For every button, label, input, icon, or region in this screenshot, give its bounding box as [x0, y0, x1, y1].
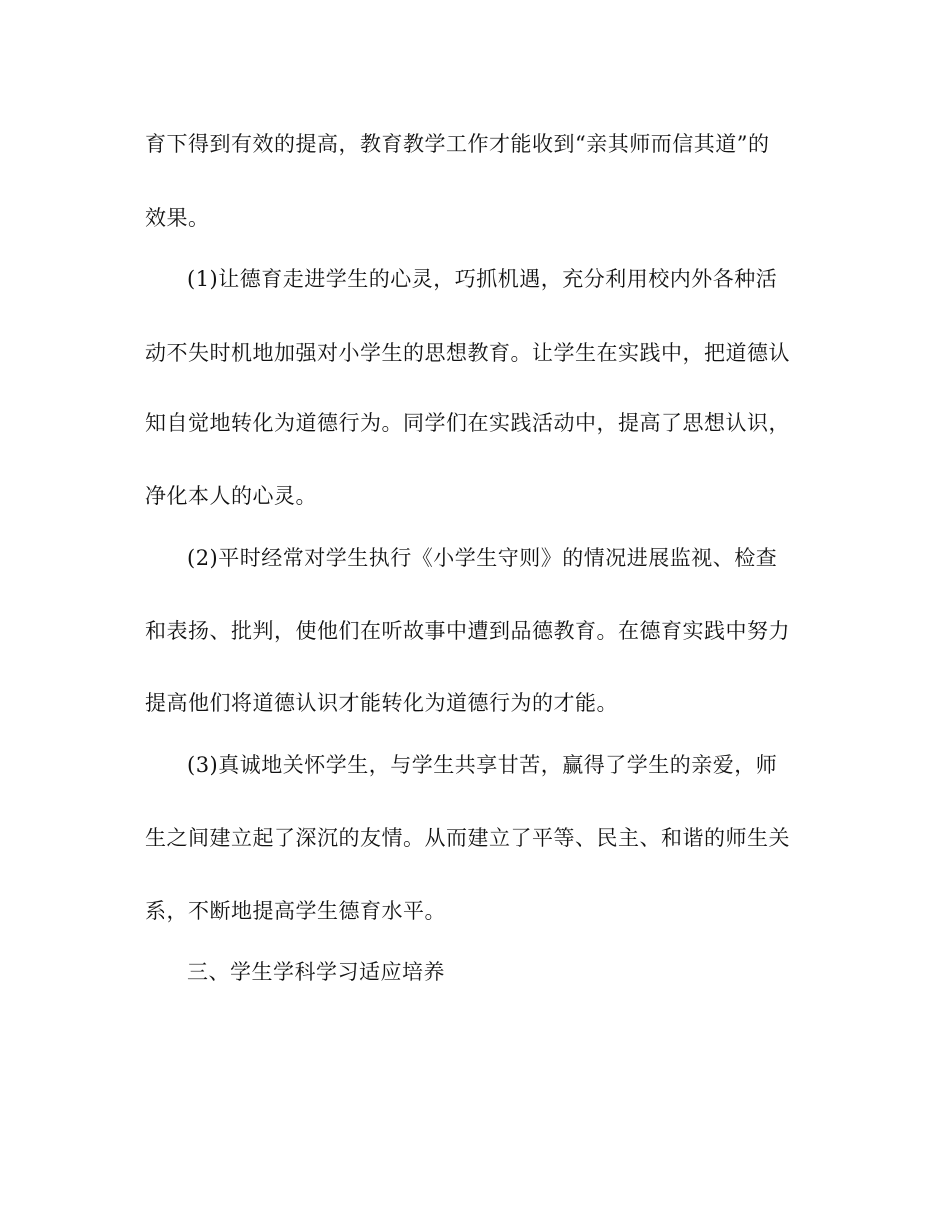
paragraph-2-start: (2)平时经常对学生执行《小学生守则》的情况进展监视、检查 — [187, 546, 778, 570]
text-line: 知自觉地转化为道德行为。同学们在实践活动中，提高了思想认识， — [145, 411, 790, 435]
text-line: 生之间建立起了深沉的友情。从而建立了平等、民主、和谐的师生关 — [145, 826, 790, 850]
paragraph-1-start: (1)让德育走进学生的心灵，巧抓机遇，充分利用校内外各种活 — [187, 267, 778, 291]
text-line: 净化本人的心灵。 — [145, 484, 317, 508]
text-line: 和表扬、批判，使他们在听故事中遭到品德教育。在德育实践中努力 — [145, 619, 790, 643]
text-line: 育下得到有效的提高，教育教学工作才能收到“亲其师而信其道”的 — [145, 132, 770, 156]
text-line: 效果。 — [145, 206, 210, 230]
section-heading: 三、学生学科学习适应培养 — [187, 960, 445, 984]
paragraph-3-start: (3)真诚地关怀学生，与学生共享甘苦，赢得了学生的亲爱，师 — [187, 753, 778, 777]
text-line: 系，不断地提高学生德育水平。 — [145, 899, 446, 923]
text-line: 动不失时机地加强对小学生的思想教育。让学生在实践中，把道德认 — [145, 341, 790, 365]
text-line: 提高他们将道德认识才能转化为道德行为的才能。 — [145, 691, 618, 715]
